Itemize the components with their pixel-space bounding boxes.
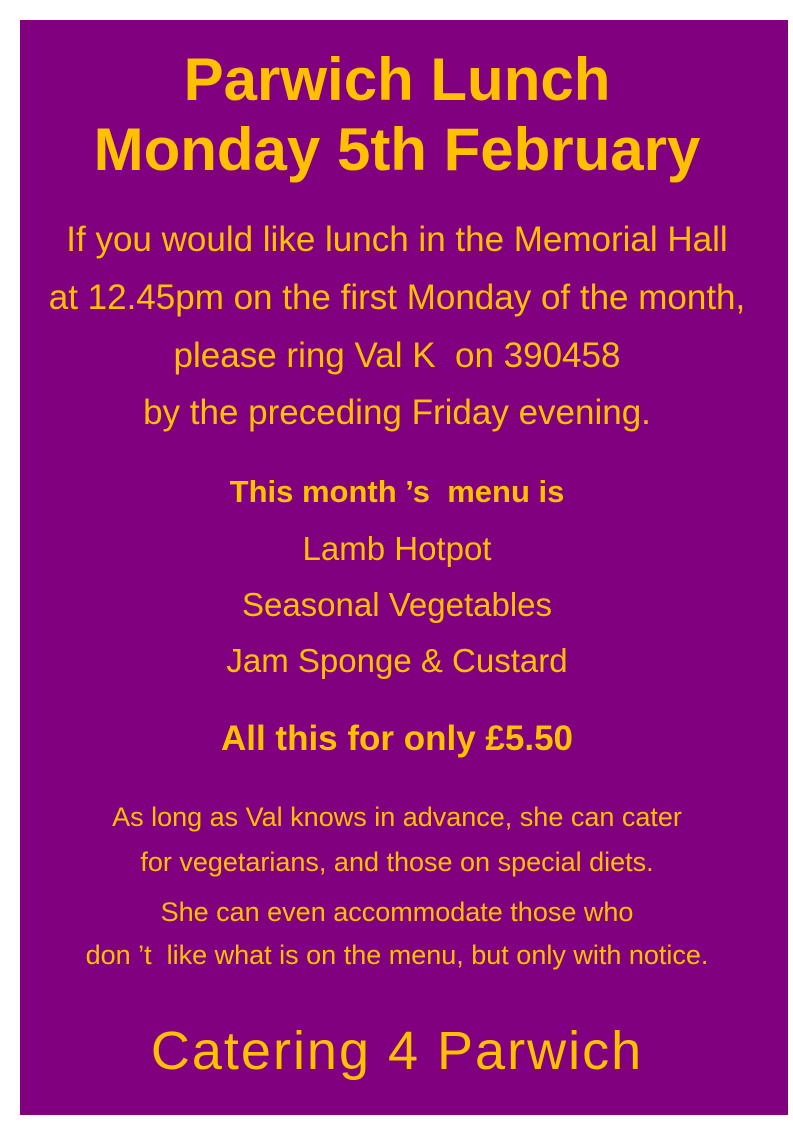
menu-item-1: Lamb Hotpot bbox=[302, 530, 492, 567]
notes-line-1: As long as Val knows in advance, she can cater bbox=[112, 802, 682, 832]
poster-title-line-2: Monday 5th February bbox=[93, 116, 701, 183]
menu-heading: This month ’s menu is bbox=[229, 474, 565, 509]
intro-line-3: please ring Val K on 390458 bbox=[173, 336, 621, 375]
intro-line-2: at 12.45pm on the first Monday of the month, bbox=[48, 278, 746, 317]
footer-title: Catering 4 Parwich bbox=[150, 1021, 644, 1081]
notes-line-2: for vegetarians, and those on special diets. bbox=[140, 847, 654, 877]
poster-title-line-1: Parwich Lunch bbox=[183, 46, 611, 113]
intro-line-1: If you would like lunch in the Memorial Hall bbox=[66, 220, 728, 259]
notes-line-4: don ’t like what is on the menu, but only with notice. bbox=[85, 940, 709, 970]
intro-line-4: by the preceding Friday evening. bbox=[143, 393, 651, 432]
notes-line-3: She can even accommodate those who bbox=[160, 897, 634, 927]
menu-item-2: Seasonal Vegetables bbox=[241, 586, 553, 623]
price-line: All this for only £5.50 bbox=[220, 719, 574, 758]
menu-item-3: Jam Sponge & Custard bbox=[226, 642, 568, 679]
